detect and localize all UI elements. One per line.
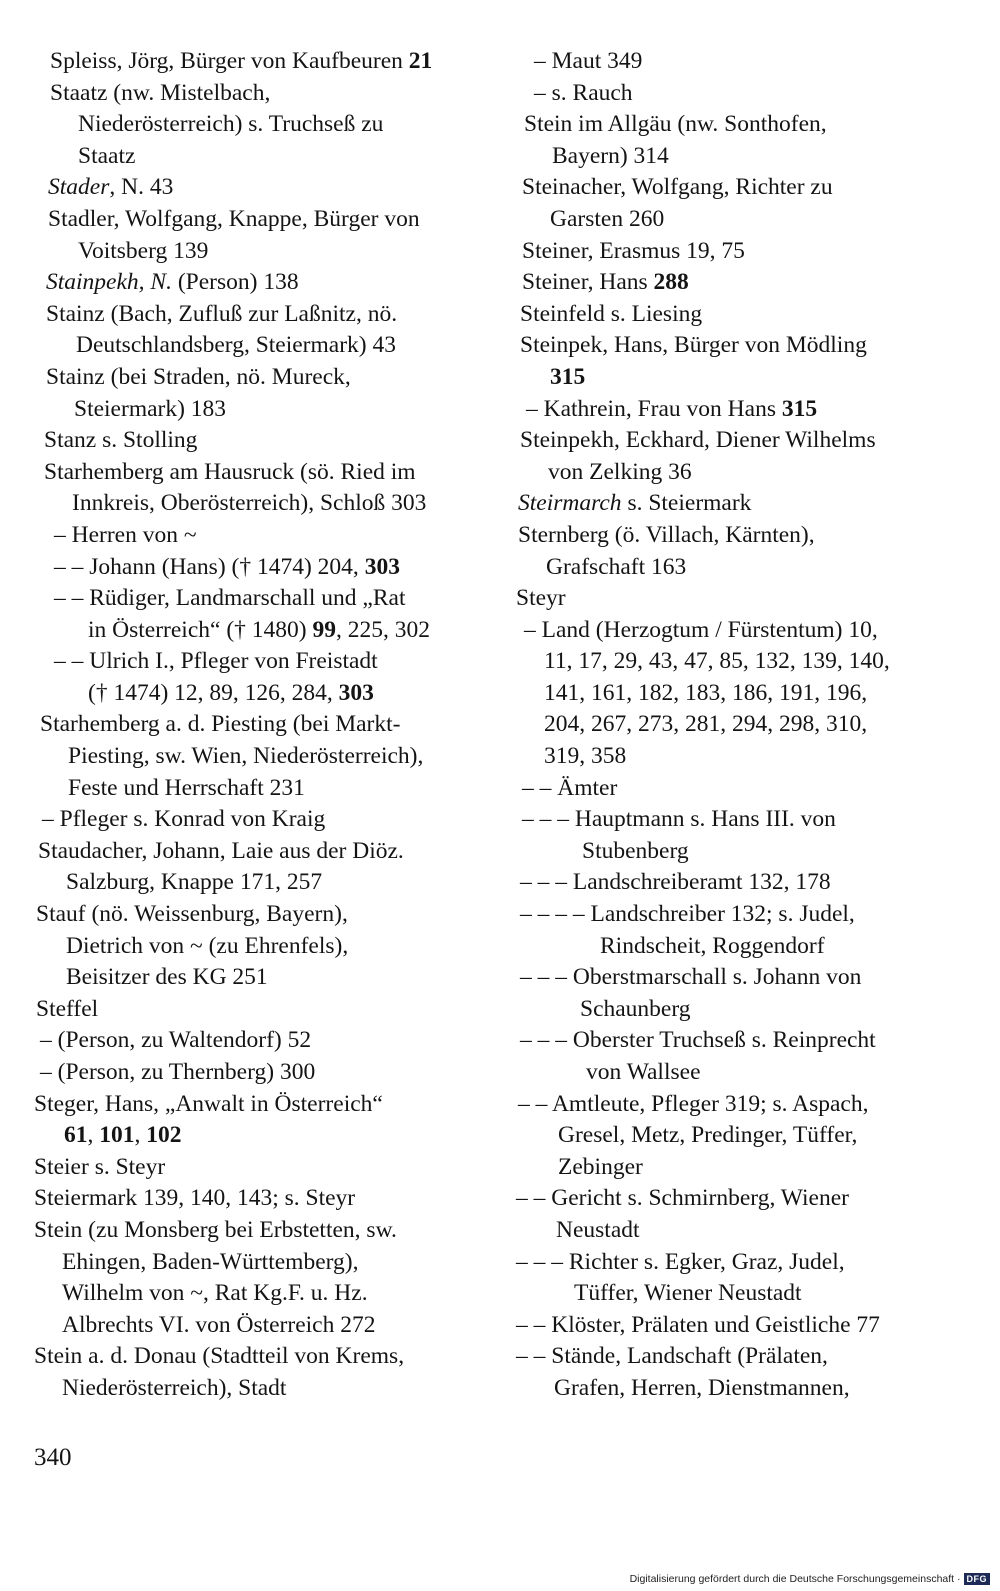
- index-entry-line: [516, 457, 956, 489]
- index-entry: [516, 899, 956, 962]
- index-entry: [516, 773, 956, 805]
- index-entry: [516, 583, 956, 615]
- entry-text: Steiermark 139, 140, 143; s. Steyr: [34, 1185, 356, 1212]
- index-entry-line: [34, 646, 494, 678]
- index-entry-line: [516, 78, 956, 110]
- index-entry: [34, 520, 494, 552]
- entry-text: – – – – Landschreiber 132; s. Judel,: [520, 901, 855, 928]
- entry-text: Beisitzer des KG 251: [66, 964, 268, 991]
- index-entry: [34, 804, 494, 836]
- entry-text: – – – Hauptmann s. Hans III. von: [522, 806, 836, 833]
- entry-text: Wilhelm von ~, Rat Kg.F. u. Hz.: [62, 1280, 368, 1307]
- index-entry: [34, 1152, 494, 1184]
- index-column-left: [34, 46, 494, 1405]
- index-entry-line: [516, 109, 956, 141]
- entry-text: Stein (zu Monsberg bei Erbstetten, sw.: [34, 1216, 397, 1243]
- index-entry: [516, 804, 956, 867]
- index-entry-line: [34, 172, 494, 204]
- index-entry: [34, 1341, 494, 1404]
- index-entry: [516, 267, 956, 299]
- entry-text: Steiermark) 183: [74, 395, 227, 422]
- index-entry-line: [516, 741, 956, 773]
- entry-text: Bayern) 314: [552, 142, 669, 169]
- entry-text: Steinacher, Wolfgang, Richter zu: [522, 174, 833, 201]
- entry-text: Neustadt: [556, 1216, 640, 1243]
- index-entry-line: [34, 804, 494, 836]
- index-entry: [34, 1183, 494, 1215]
- page-reference-bold: 61: [64, 1122, 88, 1149]
- index-entry-line: [34, 204, 494, 236]
- index-entry-line: [34, 678, 494, 710]
- index-column-right: [516, 46, 956, 1405]
- index-entry-line: [34, 1120, 494, 1152]
- entry-text: – – – Oberster Truchseß s. Reinprecht: [520, 1027, 876, 1054]
- entry-text: 11, 17, 29, 43, 47, 85, 132, 139, 140,: [544, 648, 890, 675]
- entry-text: Grafschaft 163: [546, 553, 687, 580]
- index-entry-line: [34, 362, 494, 394]
- index-entry: [516, 78, 956, 110]
- index-entry-line: [34, 109, 494, 141]
- entry-text: von Wallsee: [586, 1059, 701, 1085]
- entry-text: – – Rüdiger, Landmarschall und „Rat: [54, 585, 406, 612]
- index-entry-line: [34, 330, 494, 362]
- index-entry: [34, 172, 494, 204]
- index-entry-line: [516, 1057, 956, 1089]
- entry-text: Niederösterreich), Stadt: [62, 1374, 287, 1401]
- page-reference-bold: 101: [99, 1122, 135, 1149]
- index-entry-line: [516, 204, 956, 236]
- entry-text: Grafen, Herren, Dienstmannen,: [554, 1374, 850, 1401]
- entry-text: Niederösterreich) s. Truchseß zu: [78, 111, 384, 138]
- entry-text: Steinfeld s. Liesing: [520, 300, 703, 327]
- index-entry: [34, 425, 494, 457]
- entry-text: (Person) 138: [171, 269, 299, 296]
- entry-text: Stubenberg: [582, 837, 689, 864]
- entry-text: Stainz (bei Straden, nö. Mureck,: [46, 363, 351, 390]
- index-entry-line: [516, 836, 956, 868]
- index-entry-line: [34, 1310, 494, 1342]
- index-entry: [34, 1025, 494, 1057]
- index-entry: [34, 899, 494, 994]
- entry-text: – Kathrein, Frau von Hans: [526, 395, 782, 422]
- index-entry-line: [516, 962, 956, 994]
- index-entry: [516, 520, 956, 583]
- entry-text: Zebinger: [558, 1153, 643, 1180]
- index-entry-line: [34, 46, 494, 78]
- page-reference-bold: 21: [408, 48, 433, 74]
- index-entry-line: [516, 236, 956, 268]
- entry-text-italic: Stainpekh, N.: [46, 269, 172, 296]
- entry-text: – – Gericht s. Schmirnberg, Wiener: [516, 1185, 849, 1212]
- entry-text: Ehingen, Baden-Württemberg),: [62, 1248, 359, 1275]
- entry-text: – – Ämter: [522, 774, 618, 801]
- entry-text: Feste und Herrschaft 231: [68, 774, 305, 801]
- entry-text: Starhemberg a. d. Piesting (bei Markt-: [40, 711, 401, 738]
- index-entry-line: [516, 1120, 956, 1152]
- dfg-logo: DFG: [964, 1573, 991, 1585]
- page-reference-bold: 315: [550, 363, 586, 390]
- index-entry: [34, 1089, 494, 1152]
- entry-text: Stanz s. Stolling: [44, 427, 198, 454]
- index-entry: [516, 46, 956, 78]
- entry-text: s. Steiermark: [621, 490, 752, 517]
- page-reference-bold: 288: [653, 269, 689, 296]
- page-reference-bold: 102: [146, 1122, 182, 1149]
- index-entry-line: [516, 804, 956, 836]
- index-entry: [516, 394, 956, 426]
- index-entry-line: [34, 1057, 494, 1089]
- index-entry-line: [516, 520, 956, 552]
- index-entry-line: [516, 931, 956, 963]
- entry-text: Stein im Allgäu (nw. Sonthofen,: [524, 111, 827, 138]
- index-entry-line: [34, 1089, 494, 1121]
- entry-text: – – – Oberstmarschall s. Johann von: [520, 964, 862, 991]
- index-entry-line: [516, 646, 956, 678]
- index-entry-line: [516, 1373, 956, 1405]
- index-entry-line: [516, 773, 956, 805]
- index-entry: [516, 172, 956, 235]
- index-entry-line: [34, 457, 494, 489]
- index-entry: [516, 1341, 956, 1404]
- entry-text-italic: Stader: [48, 174, 110, 201]
- index-entry-line: [34, 1278, 494, 1310]
- index-entry: [34, 709, 494, 804]
- entry-text: Rindscheit, Roggendorf: [600, 932, 825, 959]
- index-entry: [34, 46, 494, 78]
- entry-text: Staatz: [78, 142, 136, 169]
- index-entry-line: [34, 709, 494, 741]
- index-entry: [34, 646, 494, 709]
- page-reference-bold: 99: [312, 616, 336, 643]
- entry-text: Steger, Hans, „Anwalt in Österreich“: [34, 1090, 383, 1117]
- index-entry-line: [516, 394, 956, 426]
- entry-text: ,: [134, 1122, 147, 1149]
- index-entry-line: [516, 425, 956, 457]
- entry-text: Steiner, Hans: [522, 269, 654, 296]
- index-entry-line: [34, 552, 494, 584]
- index-entry: [34, 204, 494, 267]
- entry-text: Steffel: [36, 995, 99, 1022]
- entry-text: , 225, 302: [335, 616, 430, 643]
- index-entry: [34, 836, 494, 899]
- index-entry-line: [34, 425, 494, 457]
- entry-text: – – Amtleute, Pfleger 319; s. Aspach,: [518, 1090, 869, 1117]
- index-entry-line: [516, 141, 956, 173]
- index-entry: [516, 1310, 956, 1342]
- index-entry-line: [516, 1025, 956, 1057]
- index-entry-line: [34, 236, 494, 268]
- entry-text: – – Ulrich I., Pfleger von Freistadt: [54, 648, 378, 675]
- index-entry-line: [34, 1373, 494, 1405]
- page-reference-bold: 315: [781, 395, 818, 422]
- entry-text: Steiner, Erasmus 19, 75: [522, 237, 745, 264]
- index-entry-line: [516, 1215, 956, 1247]
- index-entry: [516, 330, 956, 393]
- index-entry-line: [516, 362, 956, 394]
- index-entry-line: [34, 1025, 494, 1057]
- entry-text: Steinpek, Hans, Bürger von Mödling: [520, 332, 867, 359]
- entry-text: ,: [87, 1122, 100, 1149]
- index-entry-line: [516, 678, 956, 710]
- index-entry-line: [516, 552, 956, 584]
- index-entry-line: [34, 488, 494, 520]
- entry-text: Stein a. d. Donau (Stadtteil von Krems,: [34, 1343, 405, 1370]
- page-reference-bold: 303: [338, 679, 374, 706]
- index-entry-line: [34, 299, 494, 331]
- entry-text: Deutschlandsberg, Steiermark) 43: [76, 332, 396, 359]
- index-entry-line: [516, 1278, 956, 1310]
- index-entry-line: [516, 330, 956, 362]
- entry-text: Staatz (nw. Mistelbach,: [50, 79, 271, 106]
- entry-text: – – – Richter s. Egker, Graz, Judel,: [516, 1248, 845, 1275]
- index-entry: [516, 615, 956, 773]
- index-entry: [516, 1183, 956, 1246]
- index-entry-line: [34, 899, 494, 931]
- index-entry-line: [516, 299, 956, 331]
- index-entry: [516, 109, 956, 172]
- index-entry-line: [516, 709, 956, 741]
- entry-text: – (Person, zu Waltendorf) 52: [40, 1027, 312, 1054]
- index-entry: [516, 1247, 956, 1310]
- index-entry: [516, 867, 956, 899]
- entry-text: Steinpekh, Eckhard, Diener Wilhelms: [520, 427, 876, 454]
- entry-text: 204, 267, 273, 281, 294, 298, 310,: [544, 711, 868, 738]
- entry-text: Albrechts VI. von Österreich 272: [62, 1311, 376, 1338]
- entry-text: Spleiss, Jörg, Bürger von Kaufbeuren: [50, 48, 409, 74]
- index-entry-line: [516, 1247, 956, 1279]
- entry-text: – Maut 349: [534, 48, 643, 74]
- index-entry: [516, 962, 956, 1025]
- index-entry-line: [34, 1247, 494, 1279]
- index-entry: [34, 1215, 494, 1341]
- entry-text: – – – Landschreiberamt 132, 178: [520, 869, 831, 896]
- entry-text: Garsten 260: [550, 205, 665, 232]
- entry-text: Schaunberg: [580, 995, 691, 1022]
- index-entry-line: [34, 583, 494, 615]
- index-entry-line: [516, 1152, 956, 1184]
- index-entry: [34, 78, 494, 173]
- entry-text: Steyr: [516, 585, 566, 612]
- index-entry-line: [34, 78, 494, 110]
- index-entry-line: [34, 931, 494, 963]
- entry-text: Stainz (Bach, Zufluß zur Laßnitz, nö.: [46, 300, 398, 327]
- entry-text: 141, 161, 182, 183, 186, 191, 196,: [544, 679, 868, 706]
- index-entry-line: [34, 1341, 494, 1373]
- index-entry: [34, 267, 494, 299]
- index-entry: [516, 299, 956, 331]
- index-entry-line: [516, 488, 956, 520]
- index-entry-line: [34, 836, 494, 868]
- index-entry: [34, 1057, 494, 1089]
- entry-text: – Land (Herzogtum / Fürstentum) 10,: [524, 616, 878, 643]
- index-entry-line: [34, 1183, 494, 1215]
- footer-credit: [630, 1573, 990, 1585]
- entry-text: Tüffer, Wiener Neustadt: [574, 1280, 802, 1307]
- entry-text: Dietrich von ~ (zu Ehrenfels),: [66, 932, 349, 959]
- entry-text: Salzburg, Knappe 171, 257: [66, 869, 323, 896]
- index-entry: [516, 236, 956, 268]
- index-entry: [34, 994, 494, 1026]
- page-number: 340: [34, 1444, 72, 1471]
- index-entry: [516, 1025, 956, 1088]
- entry-text: Gresel, Metz, Predinger, Tüffer,: [558, 1122, 858, 1149]
- index-entry-line: [516, 583, 956, 615]
- index-entry: [34, 552, 494, 584]
- entry-text: in Österreich“ († 1480): [88, 616, 313, 643]
- entry-text: Staudacher, Johann, Laie aus der Diöz.: [38, 837, 404, 864]
- index-entry-line: [34, 867, 494, 899]
- index-entry-line: [516, 1089, 956, 1121]
- index-entry-line: [34, 520, 494, 552]
- index-entry-line: [516, 867, 956, 899]
- entry-text: Piesting, sw. Wien, Niederösterreich),: [68, 743, 424, 770]
- index-entry: [34, 583, 494, 646]
- entry-text: Starhemberg am Hausruck (sö. Ried im: [44, 458, 416, 485]
- index-entry: [34, 299, 494, 362]
- index-entry-line: [34, 615, 494, 647]
- index-entry-line: [34, 1215, 494, 1247]
- index-entry-line: [516, 46, 956, 78]
- index-entry-line: [34, 994, 494, 1026]
- index-entry: [516, 1089, 956, 1184]
- index-entry-line: [516, 899, 956, 931]
- index-entry-line: [516, 615, 956, 647]
- entry-text: († 1474) 12, 89, 126, 284,: [88, 679, 339, 706]
- page-reference-bold: 303: [364, 553, 400, 580]
- entry-text: Stadler, Wolfgang, Knappe, Bürger von: [48, 205, 420, 232]
- entry-text: Steier s. Steyr: [34, 1153, 166, 1180]
- index-entry-line: [516, 1341, 956, 1373]
- index-entry: [516, 488, 956, 520]
- index-entry-line: [34, 773, 494, 805]
- entry-text: – Pfleger s. Konrad von Kraig: [42, 806, 326, 833]
- entry-text: Stauf (nö. Weissenburg, Bayern),: [36, 901, 348, 928]
- entry-text: – – Stände, Landschaft (Prälaten,: [516, 1343, 828, 1370]
- index-entry-line: [516, 1310, 956, 1342]
- index-entry-line: [34, 1152, 494, 1184]
- entry-text: – s. Rauch: [534, 79, 633, 106]
- entry-text: – (Person, zu Thernberg) 300: [40, 1059, 316, 1085]
- index-entry-line: [516, 267, 956, 299]
- entry-text: – – Klöster, Prälaten und Geistliche 77: [516, 1311, 880, 1338]
- entry-text: , N. 43: [109, 174, 174, 201]
- entry-text-italic: Steirmarch: [518, 490, 622, 517]
- index-entry-line: [516, 994, 956, 1026]
- index-entry-line: [34, 267, 494, 299]
- entry-text: Voitsberg 139: [78, 237, 209, 264]
- index-entry-line: [516, 1183, 956, 1215]
- index-entry: [34, 457, 494, 520]
- index-entry-line: [34, 962, 494, 994]
- index-entry-line: [34, 741, 494, 773]
- entry-text: – – Johann (Hans) († 1474) 204,: [54, 553, 365, 580]
- entry-text: 319, 358: [544, 743, 627, 770]
- index-entry: [34, 362, 494, 425]
- entry-text: – Herren von ~: [54, 521, 197, 548]
- index-entry-line: [34, 394, 494, 426]
- index-entry-line: [516, 172, 956, 204]
- entry-text: Innkreis, Oberösterreich), Schloß 303: [72, 490, 427, 517]
- entry-text: von Zelking 36: [548, 458, 692, 485]
- index-entry-line: [34, 141, 494, 173]
- footer-text: Digitalisierung gefördert durch die Deutsche Forschungsgemeinschaft ·: [629, 1573, 961, 1585]
- entry-text: Sternberg (ö. Villach, Kärnten),: [518, 521, 815, 548]
- index-entry: [516, 425, 956, 488]
